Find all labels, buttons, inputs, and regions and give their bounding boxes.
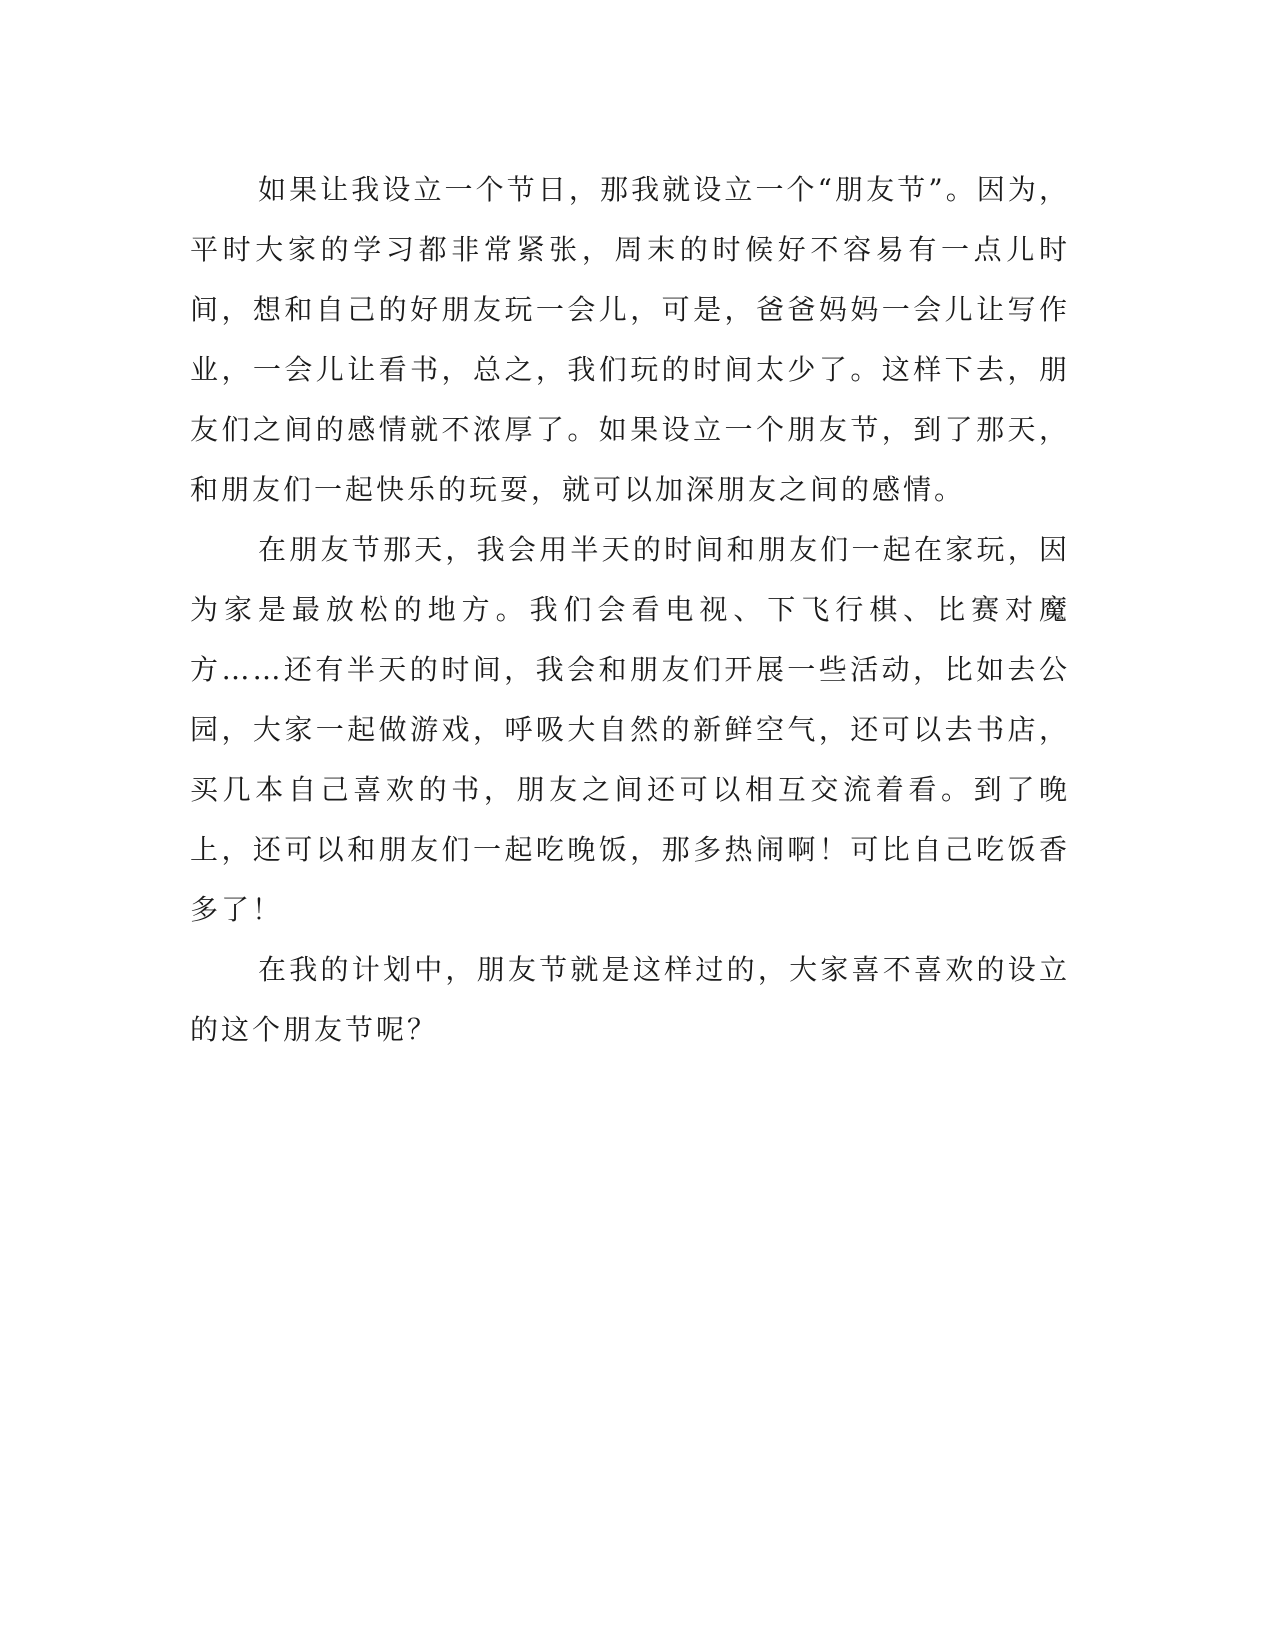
essay-body xyxy=(190,160,1070,1060)
paragraph-3: 在我的计划中，朋友节就是这样过的，大家喜不喜欢的设立的这个朋友节呢？ xyxy=(190,953,1070,1046)
paragraph-2: 在朋友节那天，我会用半天的时间和朋友们一起在家玩，因为家是最放松的地方。我们会看电视、下飞行棋、比赛对魔方……还有半天的时间，我会和朋友们开展一些活动，比如去公园，大家一起做游戏，呼吸大自然的新鲜空气，还可以去书店，买几本自己喜欢的书，朋友之间还可以相互交流着看。到了晚上，还可以和朋友们一起吃晚饭，那多热闹啊！可比自己吃饭香多了！ xyxy=(190,533,1070,926)
paragraph-1: 如果让我设立一个节日，那我就设立一个“朋友节”。因为，平时大家的学习都非常紧张，周末的时候好不容易有一点儿时间，想和自己的好朋友玩一会儿，可是，爸爸妈妈一会儿让写作业，一会儿让看书，总之，我们玩的时间太少了。这样下去，朋友们之间的感情就不浓厚了。如果设立一个朋友节，到了那天，和朋友们一起快乐的玩耍，就可以加深朋友之间的感情。 xyxy=(190,173,1070,506)
